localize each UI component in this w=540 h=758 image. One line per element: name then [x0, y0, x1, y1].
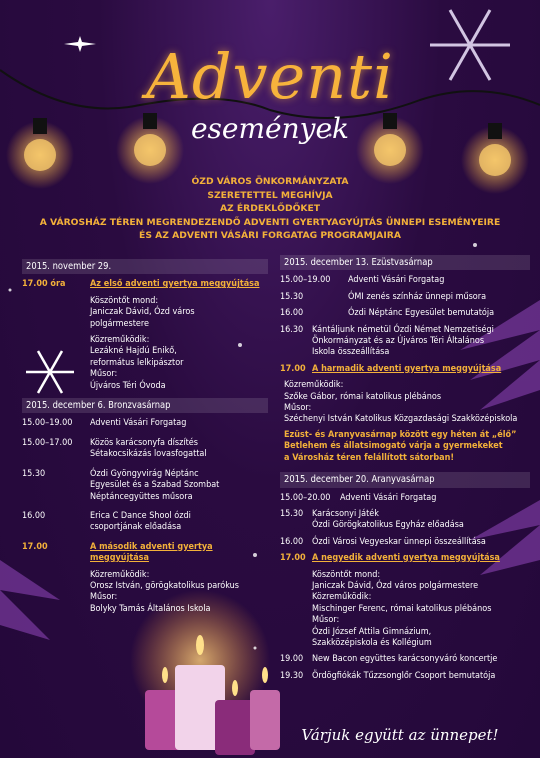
detail-line: Közreműködik:: [90, 335, 150, 346]
detail-line: Janiczak Dávid, Ózd város: [90, 307, 195, 318]
detail-line: Bolyky Tamás Általános Iskola: [90, 603, 211, 614]
event-row: [22, 279, 268, 290]
page-title: Adventi: [146, 40, 394, 113]
event-row: [280, 671, 530, 682]
event-text: Ózdi Városi Vegyeskar ünnepi összeállítása: [312, 536, 486, 547]
event-text: Karácsonyi Játék Ózdi Görögkatolikus Egyház előadása: [312, 508, 464, 531]
detail-line: Lezákné Hajdú Enikő,: [90, 346, 177, 357]
event-title: A negyedik adventi gyertya meggyújtása: [312, 553, 500, 564]
event-time: 17.00: [22, 541, 48, 552]
intro-line: ÓZD VÁROS ÖNKORMÁNYZATA: [191, 176, 349, 187]
event-text: ÓMI zenés színház ünnepi műsora: [348, 291, 487, 302]
intro-line: A VÁROSHÁZ TÉREN MEGRENDEZENDŐ ADVENTI GYERTYAGYÚJTÁS ÜNNEPI ESEMÉNYEIRE: [39, 216, 501, 228]
intro-line: SZERETETTEL MEGHÍVJA: [207, 189, 333, 201]
detail-line: Műsor:: [284, 403, 312, 414]
event-row: [280, 325, 530, 359]
date-header: 2015. december 20. Aranyvasárnap: [280, 472, 530, 487]
detail-line: Újváros Téri Óvoda: [90, 380, 166, 391]
intro-text: [20, 175, 520, 243]
detail-line: Ózdi József Attila Gimnázium,: [312, 626, 432, 637]
event-row: [280, 509, 530, 532]
event-row: [22, 542, 268, 565]
event-text: Adventi Vásári Forgatag: [340, 492, 437, 503]
event-row: [22, 438, 268, 461]
event-text: Erica C Dance Shool ózdi csoportjának előadása: [90, 510, 191, 533]
detail-line: református lelkipásztor: [90, 357, 184, 368]
event-time: 15.30: [22, 468, 46, 479]
detail-line: Műsor:: [312, 615, 340, 626]
detail-line: Köszöntőt mond:: [312, 569, 381, 580]
event-text: Ördögfiókák Tűzzsonglőr Csoport bemutatója: [312, 670, 496, 681]
event-details: [90, 296, 268, 392]
event-text: Ózdi Gyöngyvirág Néptánc Egyesület és a Szabad Szombat Néptáncegyüttes műsora: [90, 468, 220, 502]
event-row: [22, 418, 268, 429]
event-time: 15.00–17.00: [22, 437, 73, 448]
detail-line: Műsor:: [90, 369, 118, 380]
event-time: 16.00: [22, 510, 46, 521]
event-time: 19.30: [280, 670, 304, 681]
detail-line: Közreműködik:: [312, 592, 372, 603]
detail-line: Orosz István, görögkatolikus parókus: [90, 580, 240, 591]
detail-line: Szőke Gábor, római katolikus plébános: [284, 391, 442, 402]
event-title: A harmadik adventi gyertya meggyújtása: [312, 363, 502, 374]
event-text: Adventi Vásári Forgatag: [348, 275, 445, 286]
event-row: [280, 364, 530, 375]
event-text: Adventi Vásári Forgatag: [90, 418, 187, 429]
event-time: 19.00: [280, 654, 304, 665]
detail-line: Műsor:: [90, 592, 118, 603]
event-time: 15.00–19.00: [280, 275, 331, 286]
event-row: [22, 511, 268, 534]
event-title: A második adventi gyertya meggyújtása: [90, 541, 213, 564]
detail-line: Széchenyi István Katolikus Közgazdasági Szakközépiskola: [284, 414, 518, 425]
event-time: 15.00–20.00: [280, 492, 331, 503]
betlehem-note: Ezüst- és Aranyvasárnap között egy héten át „élő” Betlehem és állatsimogató várja a gyermekeket a Városház téren felállított sátorban!: [284, 429, 517, 463]
event-row: [280, 292, 530, 303]
event-text: Közös karácsonyfa díszítés Sétakocsikázás lovasfogattal: [90, 437, 207, 460]
footer-text: Várjuk együtt az ünnepet!: [301, 726, 499, 744]
event-row: [280, 537, 530, 548]
event-row: [280, 308, 530, 319]
detail-line: Közreműködik:: [284, 380, 344, 391]
detail-line: Mischinger Ferenc, római katolikus plébános: [312, 603, 492, 614]
detail-line: Szakközépiskola és Kollégium: [312, 637, 432, 648]
event-text: Kántáljunk németül Ózdi Német Nemzetiségi Önkormányzat és az Újváros Téri Általános Iskola összeállítása: [312, 324, 494, 358]
date-header: 2015. december 6. Bronzvasárnap: [22, 398, 268, 413]
event-text: New Bacon együttes karácsonyváró koncertje: [312, 654, 498, 665]
event-time: 16.00: [280, 308, 304, 319]
event-time: 16.30: [280, 324, 304, 335]
right-column: [280, 255, 530, 687]
detail-line: Közreműködik:: [90, 569, 150, 580]
event-time: 17.00: [280, 363, 306, 374]
detail-line: polgármestere: [90, 318, 149, 329]
event-text: Ózdi Néptánc Egyesület bemutatója: [348, 308, 495, 319]
event-row: [280, 553, 530, 564]
event-time: 15.30: [280, 508, 304, 519]
event-time: 17.00 óra: [22, 279, 66, 290]
event-time: 16.00: [280, 536, 304, 547]
date-header: 2015. december 13. Ezüstvasárnap: [280, 255, 530, 270]
event-row: [280, 654, 530, 665]
event-row: [280, 275, 530, 286]
page-subtitle: események: [190, 112, 350, 145]
event-title: Az első adventi gyertya meggyújtása: [90, 279, 260, 290]
intro-line: ÉS AZ ADVENTI VÁSÁRI FORGATAG PROGRAMJAIRA: [139, 230, 401, 241]
event-details: [284, 380, 530, 426]
event-details: [312, 570, 530, 650]
event-time: 15.00–19.00: [22, 418, 73, 429]
event-time: 15.30: [280, 291, 304, 302]
event-time: 17.00: [280, 553, 306, 564]
event-details: [90, 570, 268, 616]
detail-line: Janiczak Dávid, Ózd város polgármestere: [312, 580, 479, 591]
event-row: [280, 493, 530, 504]
detail-line: Köszöntőt mond:: [90, 295, 159, 306]
left-column: [22, 259, 268, 619]
date-header: 2015. november 29.: [22, 259, 268, 274]
event-row: [22, 469, 268, 503]
intro-line: AZ ÉRDEKLŐDŐKET: [219, 203, 321, 214]
